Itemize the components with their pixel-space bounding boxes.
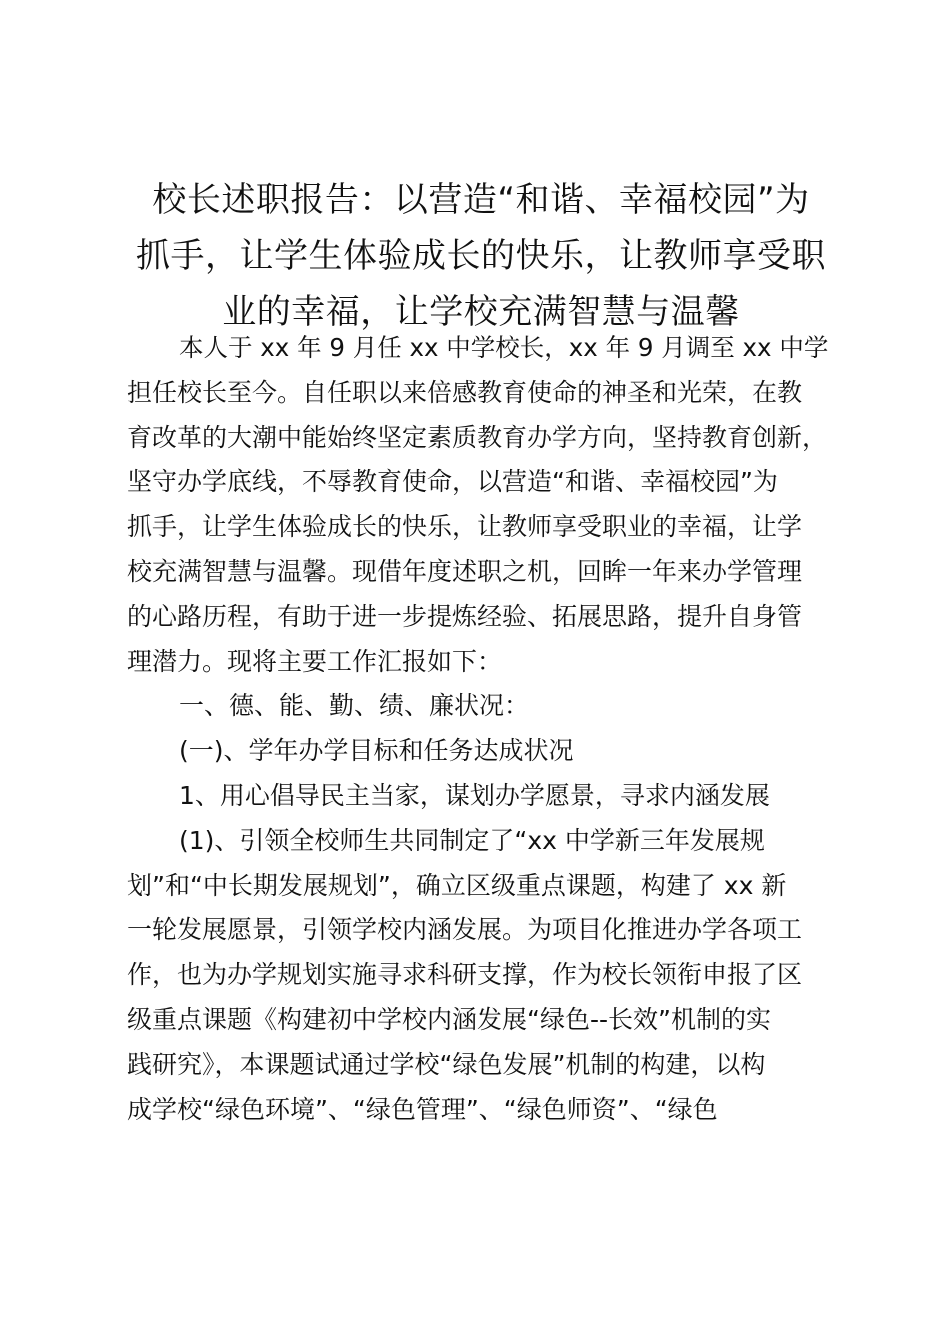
paragraph-line: 抓手，让学生体验成长的快乐，让教师享受职业的幸福，让学 [127,512,803,542]
paragraph-line: (1)、引领全校师生共同制定了“xx 中学新三年发展规 [179,825,765,855]
title-line: 业的幸福，让学校充满智慧与温馨 [222,292,740,332]
paragraph-line: 践研究》，本课题试通过学校“绿色发展”机制的构建，以构 [127,1049,766,1079]
item-heading: 1、用心倡导民主当家，谋划办学愿景，寻求内涵发展 [179,780,770,810]
document-title [125,172,837,340]
paragraph-line: 育改革的大潮中能始终坚定素质教育办学方向，坚持教育创新， [127,422,828,452]
paragraph-line: 的心路历程，有助于进一步提炼经验、拓展思路，提升自身管 [127,601,803,631]
document-body [127,326,839,1132]
section-heading: 一、德、能、勤、绩、廉状况： [179,691,530,721]
subsection-heading: (一)、学年办学目标和任务达成状况 [179,736,574,766]
paragraph-line: 一轮发展愿景，引领学校内涵发展。为项目化推进办学各项工 [127,915,803,945]
paragraph-line: 划”和“中长期发展规划”，确立区级重点课题，构建了 xx 新 [127,870,787,900]
paragraph-line: 校充满智慧与温馨。现借年度述职之机，回眸一年来办学管理 [127,556,803,586]
paragraph-line: 成学校“绿色环境”、“绿色管理”、“绿色师资”、“绿色 [127,1094,718,1124]
paragraph-line: 担任校长至今。自任职以来倍感教育使命的神圣和光荣，在教 [127,377,803,407]
paragraph-line: 级重点课题《构建初中学校内涵发展“绿色--长效”机制的实 [127,1004,771,1034]
paragraph-line: 本人于 xx 年 9 月任 xx 中学校长，xx 年 9 月调至 xx 中学 [179,333,829,362]
title-line: 抓手，让学生体验成长的快乐，让教师享受职 [136,236,826,276]
paragraph-line: 理潜力。现将主要工作汇报如下： [127,646,503,676]
title-line: 校长述职报告：以营造“和谐、幸福校园”为 [152,180,810,220]
paragraph-line: 作，也为办学规划实施寻求科研支撑，作为校长领衔申报了区 [127,960,803,990]
paragraph-line: 坚守办学底线，不辱教育使命，以营造“和谐、幸福校园”为 [127,467,778,497]
